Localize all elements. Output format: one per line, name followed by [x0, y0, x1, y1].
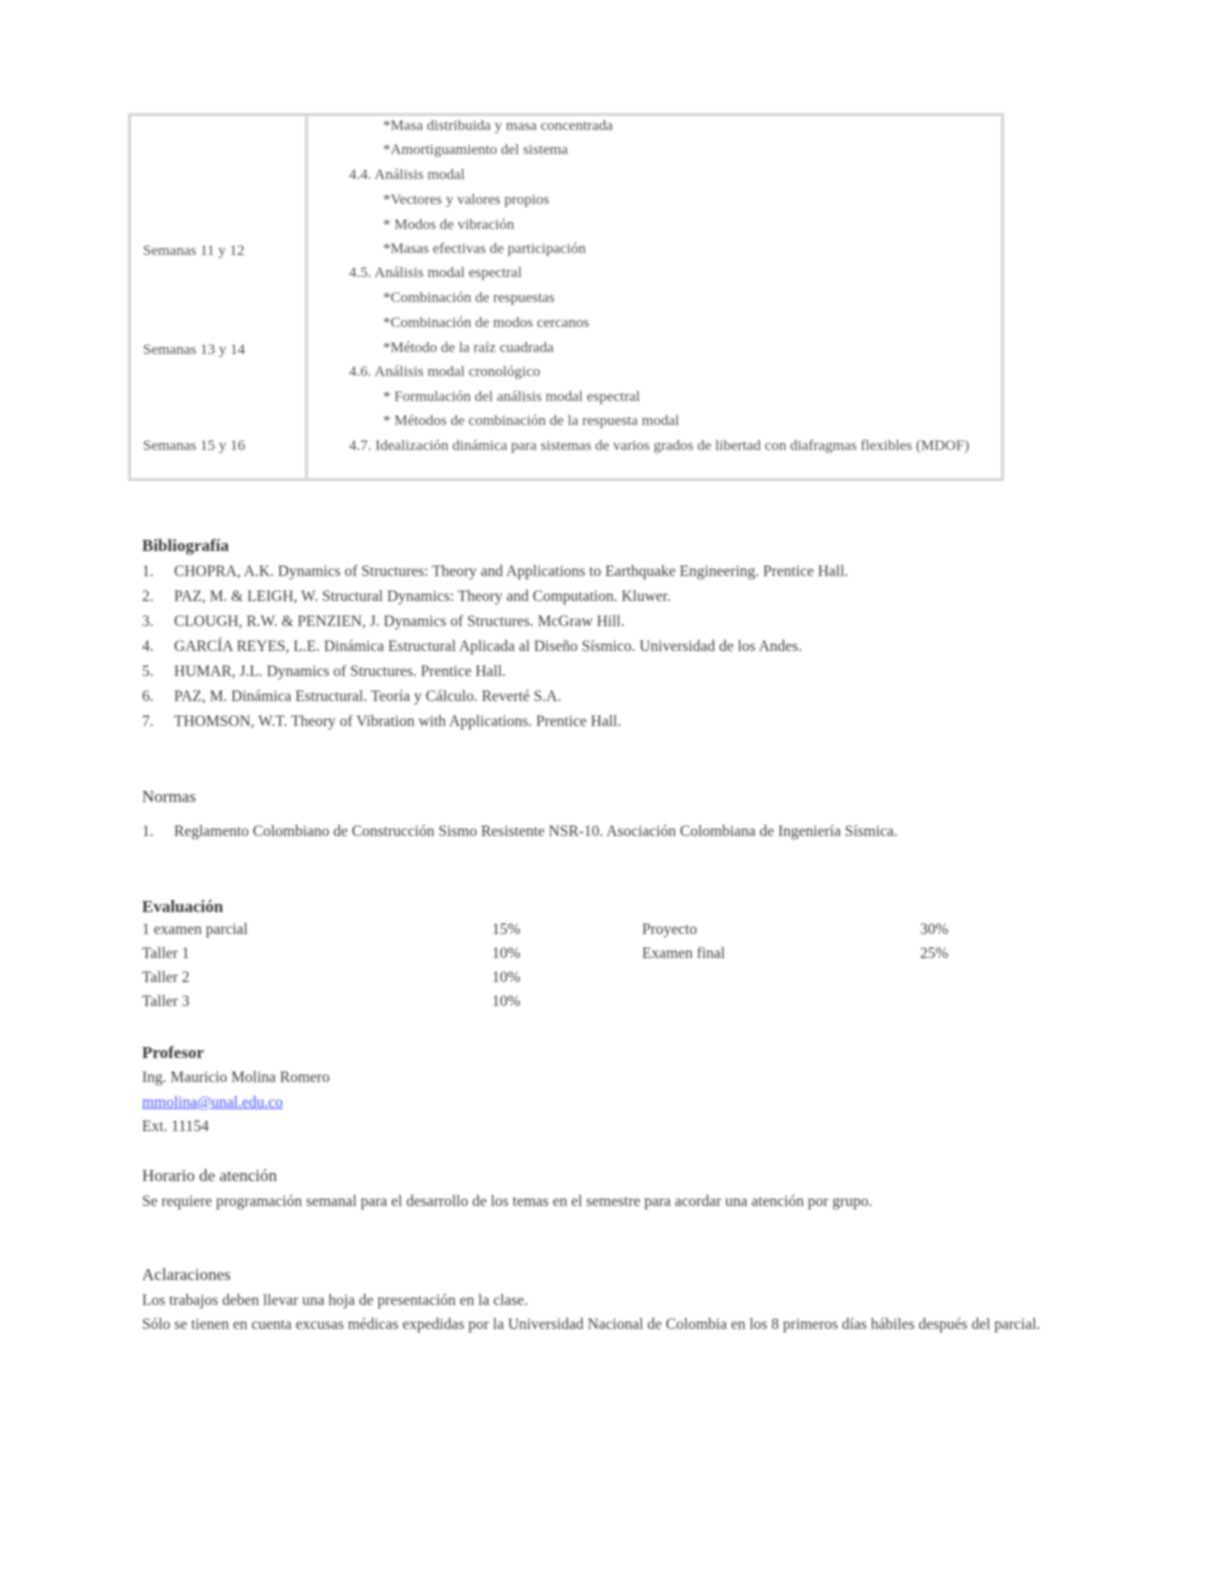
- eval-label: Examen final: [642, 945, 726, 962]
- bibliography-item: [142, 560, 1072, 584]
- item-number: 3.: [142, 613, 154, 630]
- eval-value: 10%: [492, 945, 521, 962]
- professor-phone: Ext. 11154: [142, 1118, 209, 1135]
- week-label: Semanas 11 y 12: [143, 243, 245, 259]
- evaluation-heading: Evaluación: [142, 897, 224, 916]
- item-number: 5.: [142, 663, 154, 680]
- week-label: Semanas 13 y 14: [143, 342, 246, 358]
- professor-heading: Profesor: [142, 1043, 204, 1062]
- topic-line: *Combinación de modos cercanos: [383, 315, 590, 331]
- topic-heading: 4.4. Análisis modal: [349, 167, 465, 183]
- notes-line-1: Los trabajos deben llevar una hoja de presentación en la clase.: [142, 1292, 529, 1309]
- eval-value: 30%: [920, 921, 949, 938]
- topic-line: *Amortiguamiento del sistema: [383, 142, 568, 158]
- norm-item: [142, 820, 1072, 844]
- eval-value: 25%: [920, 945, 949, 962]
- bibliography-item: [142, 710, 1072, 734]
- topic-line: *Masas efectivas de participación: [383, 241, 586, 257]
- item-text: Reglamento Colombiano de Construcción Sismo Resistente NSR-10. Asociación Colombiana de Ingeniería Sísmica.: [174, 823, 898, 840]
- eval-label: Taller 1: [142, 945, 190, 962]
- norms-heading: Normas: [142, 787, 196, 806]
- schedule-table: [128, 113, 1004, 481]
- item-number: 6.: [142, 688, 154, 705]
- eval-value: 15%: [492, 921, 521, 938]
- item-number: 2.: [142, 588, 154, 605]
- item-number: 4.: [142, 638, 154, 655]
- topic-heading: 4.6. Análisis modal cronológico: [349, 364, 541, 380]
- notes-heading: Aclaraciones: [142, 1265, 231, 1284]
- topic-line: * Modos de vibración: [383, 217, 515, 233]
- item-number: 1.: [142, 563, 154, 580]
- attention-heading: Horario de atención: [142, 1166, 277, 1185]
- eval-value: 10%: [492, 993, 521, 1010]
- topic-line: *Vectores y valores propios: [383, 192, 550, 208]
- bibliography-item: [142, 660, 1072, 684]
- topic-line: *Masa distribuida y masa concentrada: [383, 118, 613, 134]
- eval-label: Taller 3: [142, 993, 190, 1010]
- item-text: THOMSON, W.T. Theory of Vibration with Applications. Prentice Hall.: [174, 713, 622, 730]
- week-label: Semanas 15 y 16: [143, 438, 246, 454]
- item-text: HUMAR, J.L. Dynamics of Structures. Prentice Hall.: [174, 663, 506, 680]
- eval-label: 1 examen parcial: [142, 921, 248, 938]
- professor-email-link[interactable]: mmolina@unal.edu.co: [142, 1094, 283, 1111]
- table-divider: [305, 116, 308, 478]
- bibliography-heading: Bibliografía: [142, 536, 229, 555]
- item-text: PAZ, M. & LEIGH, W. Structural Dynamics: Theory and Computation. Kluwer.: [174, 588, 671, 605]
- eval-label: Taller 2: [142, 969, 190, 986]
- professor-name: Ing. Mauricio Molina Romero: [142, 1069, 330, 1086]
- topic-line: *Combinación de respuestas: [383, 290, 555, 306]
- topic-line: * Formulación del análisis modal espectral: [383, 389, 641, 405]
- item-text: GARCÍA REYES, L.E. Dinámica Estructural Aplicada al Diseño Sísmico. Universidad de los Andes.: [174, 638, 803, 655]
- item-text: CLOUGH, R.W. & PENZIEN, J. Dynamics of Structures. McGraw Hill.: [174, 613, 625, 630]
- topic-line: * Métodos de combinación de la respuesta modal: [383, 413, 680, 429]
- eval-label: Proyecto: [642, 921, 698, 938]
- item-text: CHOPRA, A.K. Dynamics of Structures: Theory and Applications to Earthquake Engineering. Prentice Hall.: [174, 563, 849, 580]
- item-text: PAZ, M. Dinámica Estructural. Teoría y Cálculo. Reverté S.A.: [174, 688, 562, 705]
- item-number: 7.: [142, 713, 154, 730]
- notes-line-2: Sólo se tienen en cuenta excusas médicas expedidas por la Universidad Nacional de Colombia en los 8 primeros días hábiles después del parcial.: [142, 1316, 1041, 1333]
- bibliography-item: [142, 685, 1072, 709]
- bibliography-list: [142, 560, 1072, 735]
- bibliography-item: [142, 635, 1072, 659]
- eval-value: 10%: [492, 969, 521, 986]
- topic-heading: 4.7. Idealización dinámica para sistemas de varios grados de libertad con diafragmas flexibles (MDOF): [349, 438, 970, 454]
- topic-heading: 4.5. Análisis modal espectral: [349, 265, 522, 281]
- item-number: 1.: [142, 823, 154, 840]
- topic-line: *Método de la raíz cuadrada: [383, 340, 554, 356]
- bibliography-item: [142, 610, 1072, 634]
- bibliography-item: [142, 585, 1072, 609]
- attention-text: Se requiere programación semanal para el desarrollo de los temas en el semestre para acordar una atención por grupo.: [142, 1193, 873, 1210]
